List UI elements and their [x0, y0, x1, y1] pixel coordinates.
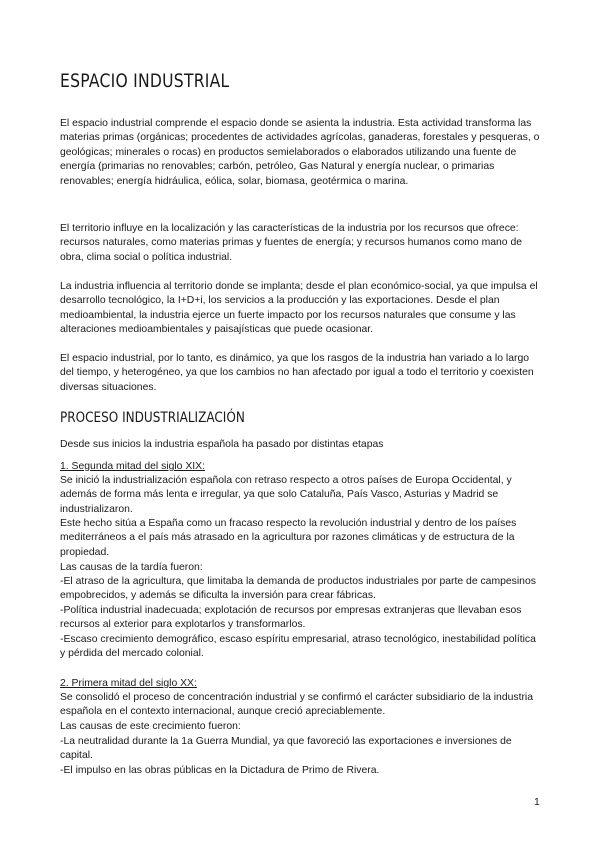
stage2-heading: 2. Primera mitad del siglo XX: [60, 678, 197, 689]
intro-paragraph-2: El territorio influye en la localización y las características de la industria por los recursos que ofrece: recursos naturales, como materias primas y fuentes de energía; y recursos humanos como mano de obra, clima social o política industrial. [60, 223, 523, 263]
intro-paragraph-3: La industria influencia al territorio donde se implanta; desde el plan económico-social, ya que impulsa el desarrollo tecnológico, la I+D+i, los servicios a la producción y las exportaciones. Desde el plan medioambiental, la industria ejerce un fuerte impacto por los recursos naturales que consume y las alteraciones medioambientales y paisajísticas que puede ocasionar. [60, 281, 538, 336]
stage2-cause-1: -La neutralidad durante la 1a Guerra Mundial, ya que favoreció las exportaciones e inversiones de capital. [60, 736, 512, 762]
section-lead: Desde sus inicios la industria española ha pasado por distintas etapas [60, 439, 384, 450]
stage2-causes-intro: Las causas de este crecimiento fueron: [60, 721, 241, 732]
stage2-text: Se consolidó el proceso de concentración industrial y se confirmó el carácter subsidiario de la industria española en el contexto internacional, aunque creció apreciablemente. [60, 692, 534, 718]
stage1-text2: Este hecho sitúa a España como un fracaso respecto la revolución industrial y dentro de los países mediterráneos a el país más atrasado en la agricultura por razones climáticas y de estructura de la propiedad. [60, 518, 517, 558]
intro-paragraph-4: El espacio industrial, por lo tanto, es dinámico, ya que los rasgos de la industria han variado a lo largo del tiempo, y heterogéneo, ya que los cambios no han afectado por igual a todo el territorio y coexisten diversas situaciones. [60, 353, 534, 393]
stage1-cause-1: -El atraso de la agricultura, que limitaba la demanda de productos industriales por parte de campesinos empobrecidos, y además se dificulta la inversión para crear fábricas. [60, 576, 536, 602]
stage1-text: Se inició la industrialización española con retraso respecto a otros países de Europa Occidental, y además de forma más lenta e irregular, ya que solo Cataluña, País Vasco, Asturias y Madrid se industrializaron. [60, 475, 512, 515]
page-title: ESPACIO INDUSTRIAL [60, 70, 230, 92]
stage1-cause-3: -Escaso crecimiento demográfico, escaso espíritu empresarial, atraso tecnológico, inestabilidad política y pérdida del mercado colonial. [60, 634, 536, 660]
section-title: PROCESO INDUSTRIALIZACIÓN [60, 410, 245, 426]
page-number: 1 [534, 797, 540, 808]
stage1-heading: 1. Segunda mitad del siglo XIX: [60, 461, 205, 472]
stage2-cause-2: -El impulso en las obras públicas en la Dictadura de Primo de Rivera. [60, 765, 380, 776]
stage1-cause-2: -Política industrial inadecuada; explotación de recursos por empresas extranjeras que llevaban esos recursos al exterior para explotarlos y transformarlos. [60, 605, 522, 631]
stage1-causes-intro: Las causas de la tardía fueron: [60, 562, 203, 573]
intro-paragraph-1: El espacio industrial comprende el espacio donde se asienta la industria. Esta actividad transforma las materias primas (orgánicas; procedentes de actividades agrícolas, ganaderas, forestales y pesqueras, o geológicas; minerales o rocas) en productos semielaborados o elaborados utilizando una fuente de energía (primarias no renovables; carbón, petróleo, Gas Natural y energía nuclear, o primarias renovables; energía hidráulica, eólica, solar, biomasa, geotérmica o marina. [60, 118, 540, 187]
